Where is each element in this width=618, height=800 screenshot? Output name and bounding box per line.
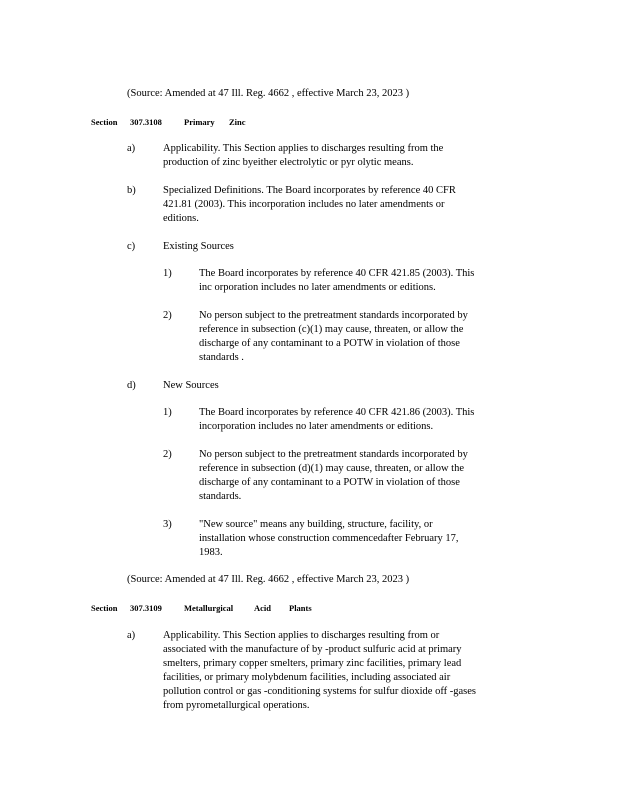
section-number: 307.3108: [130, 117, 162, 127]
subsection-text: Applicability. This Section applies to discharges resulting from the production of zinc byeither electrolytic or pyr olytic means.: [163, 143, 444, 168]
item-text: "New source" means any building, structure, facility, or installation whose construction commencedafter February 17, 1983.: [199, 519, 459, 558]
subsection-text: Applicability. This Section applies to discharges resulting from or associated with the manufacture of by -product sulfuric acid at primary smelters, primary copper smelters, primary zinc facilities, primary lead facilities, or primary molybdenum facilities, including associated air pollution control or gas -conditioning systems for sulfur dioxide off -gases from pyrometallurgical operations.: [163, 630, 477, 711]
item-label: 2): [163, 310, 172, 321]
source-note: (Source: Amended at 47 Ill. Reg. 4662 , effective March 23, 2023 ): [127, 574, 410, 585]
item-label: 3): [163, 519, 172, 530]
item-label: 2): [163, 449, 172, 460]
section-title-word: Acid: [254, 603, 271, 613]
section-title-word: Primary: [184, 117, 215, 127]
section-title-word: Metallurgical: [184, 603, 234, 613]
subsection-label: d): [127, 380, 136, 391]
item-text: No person subject to the pretreatment standards incorporated by reference in subsection (d)(1) may cause, threaten, or allow the discharge of any contaminant to a POTW in violation of those standards.: [199, 449, 468, 502]
section-label: Section: [91, 603, 118, 613]
section-title-word: Plants: [289, 603, 312, 613]
item-text: The Board incorporates by reference 40 CFR 421.85 (2003). This inc orporation includes no later amendments or editions.: [199, 268, 475, 293]
item-text: The Board incorporates by reference 40 CFR 421.86 (2003). This incorporation includes no later amendments or editions.: [199, 407, 475, 432]
subsection-heading: Existing Sources: [163, 241, 234, 252]
section-number: 307.3109: [130, 603, 162, 613]
subsection-heading: New Sources: [163, 380, 219, 391]
subsection-text: Specialized Definitions. The Board incorporates by reference 40 CFR 421.81 (2003). This incorporation includes no later amendments or editions.: [163, 185, 456, 224]
subsection-label: b): [127, 185, 136, 196]
item-label: 1): [163, 268, 172, 279]
subsection-label: a): [127, 630, 136, 641]
subsection-label: c): [127, 241, 136, 252]
item-text: No person subject to the pretreatment standards incorporated by reference in subsection (c)(1) may cause, threaten, or allow the discharge of any contaminant to a POTW in violation of those standards .: [199, 310, 468, 363]
section-label: Section: [91, 117, 118, 127]
section-title-word: Zinc: [229, 117, 246, 127]
item-label: 1): [163, 407, 172, 418]
source-note: (Source: Amended at 47 Ill. Reg. 4662 , effective March 23, 2023 ): [127, 88, 410, 99]
subsection-label: a): [127, 143, 136, 154]
